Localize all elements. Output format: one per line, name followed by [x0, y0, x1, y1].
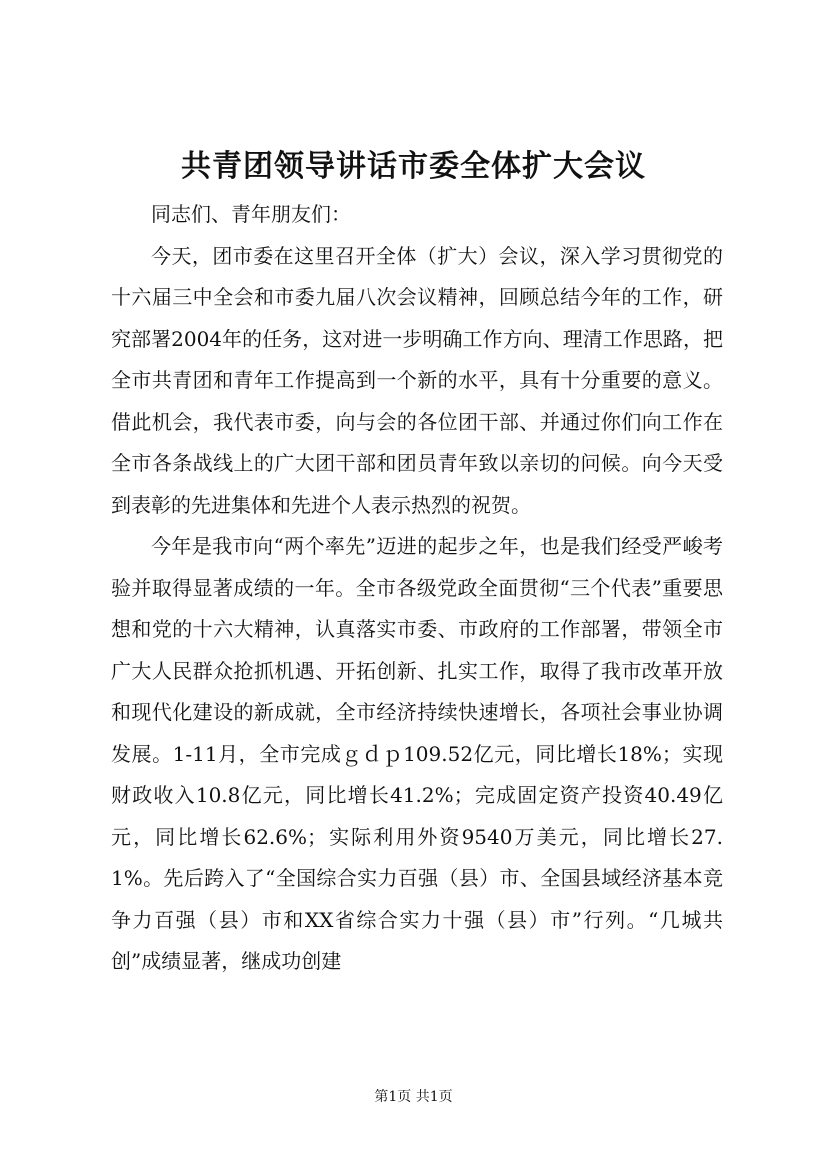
- document-title: 共青团领导讲话市委全体扩大会议: [181, 149, 646, 184]
- body-paragraph-2: 今年是我市向“两个率先”迈进的起步之年，也是我们经受严峻考验并取得显著成绩的一年。全市各级党政全面贯彻“三个代表”重要思想和党的十六大精神，认真落实市委、市政府的工作部署，带领全市广大人民群众抢抓机遇、开拓创新、扎实工作，取得了我市改革开放和现代化建设的新成就，全市经济持续快速增长，各项社会事业协调发展。1-11月，全市完成ｇｄｐ109.52亿元，同比增长18%；实现财政收入10.8亿元，同比增长41.2%；完成固定资产投资40.49亿元，同比增长62.6%；实际利用外资9540万美元，同比增长27.1%。先后跨入了“全国综合实力百强（县）市、全国县域经济基本竞争力百强（县）市和XX省综合实力十强（县）市”行列。“几城共创”成绩显著，继成功创建: [111, 534, 723, 973]
- document-body: [111, 194, 723, 983]
- salutation-paragraph: 同志们、青年朋友们：: [151, 202, 351, 226]
- body-paragraph-1: 今天，团市委在这里召开全体（扩大）会议，深入学习贯彻党的十六届三中全会和市委九届八次会议精神，回顾总结今年的工作，研究部署2004年的任务，这对进一步明确工作方向、理清工作思路，把全市共青团和青年工作提高到一个新的水平，具有十分重要的意义。借此机会，我代表市委，向与会的各位团干部、并通过你们向工作在全市各条战线上的广大团干部和团员青年致以亲切的问候。向今天受到表彰的先进集体和先进个人表示热烈的祝贺。: [111, 243, 723, 517]
- page-footer: 第1页 共1页: [374, 1089, 453, 1105]
